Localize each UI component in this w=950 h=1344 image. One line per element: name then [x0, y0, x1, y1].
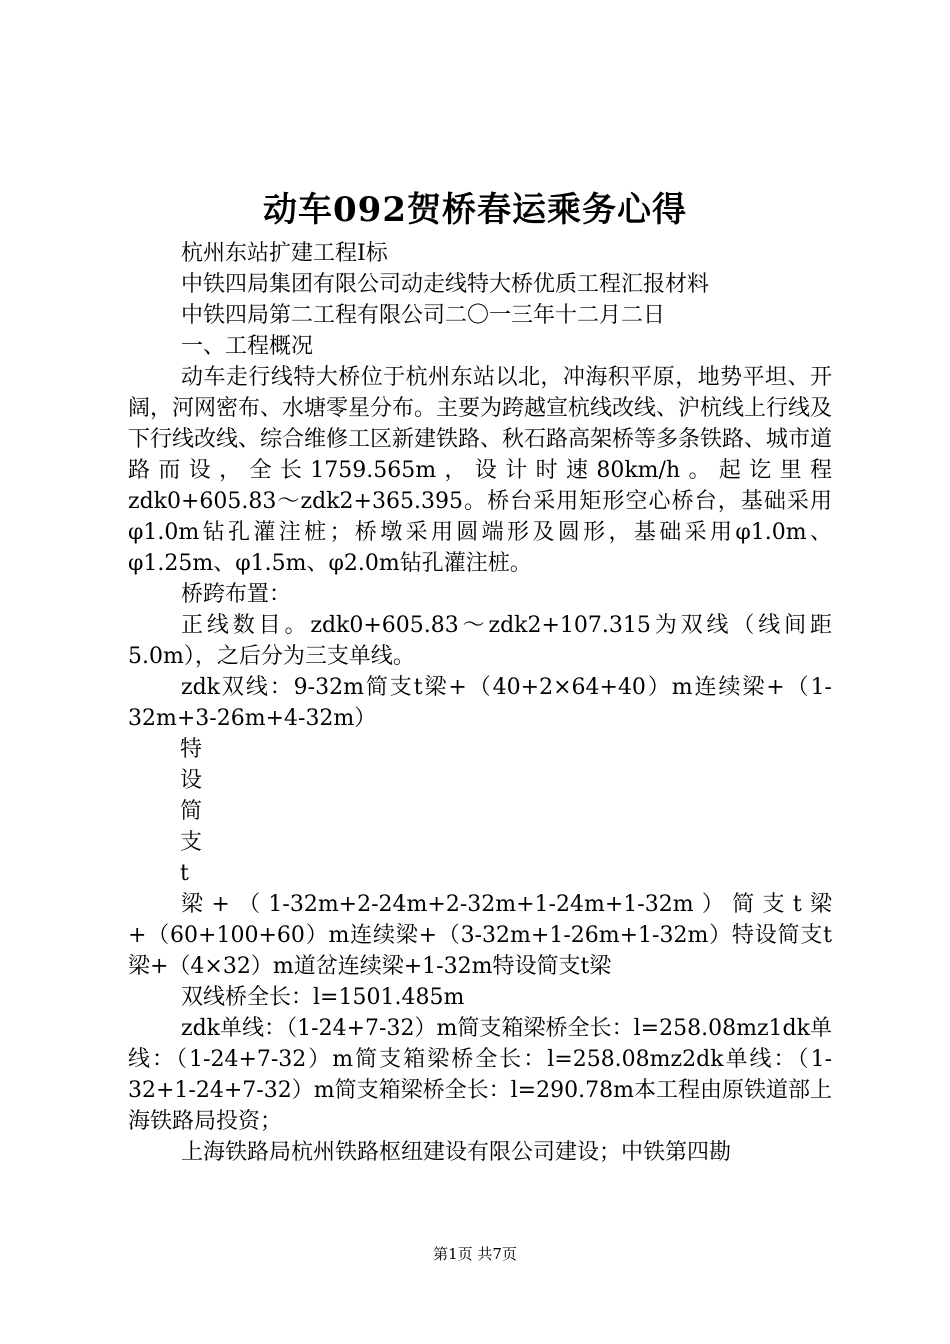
section-heading: 一、工程概况 [181, 334, 314, 359]
vertical-char: 特 [180, 737, 203, 762]
report-title-line: 中铁四局集团有限公司动走线特大桥优质工程汇报材料 [181, 272, 710, 297]
vertical-char: t [180, 861, 189, 886]
document-body [128, 238, 832, 1168]
vertical-char: 简 [180, 799, 203, 824]
construction-paragraph: 上海铁路局杭州铁路枢纽建设有限公司建设；中铁第四勘 [181, 1140, 732, 1165]
project-name-line: 杭州东站扩建工程Ⅰ标 [181, 241, 388, 266]
company-date-line: 中铁四局第二工程有限公司二〇一三年十二月二日 [181, 303, 666, 328]
vertical-char: 设 [180, 768, 203, 793]
span-layout-heading: 桥跨布置： [181, 582, 292, 607]
overview-paragraph: 动车走行线特大桥位于杭州东站以北，冲海积平原，地势平坦、开阔，河网密布、水塘零星分布。主要为跨越宣杭线改线、沪杭线上行线及下行线改线、综合维修工区新建铁路、秋石路高架桥等多条铁路、城市道路而设，全长1759.565m，设计时速80km/h。起讫里程zdk0+605.83～zdk2+365.395。桥台采用矩形空心桥台，基础采用φ1.0m钻孔灌注桩；桥墩采用圆端形及圆形，基础采用φ1.0m、φ1.25m、φ1.5m、φ2.0m钻孔灌注桩。 [128, 365, 833, 576]
beam-spec-paragraph: 梁+（1-32m+2-24m+2-32m+1-24m+1-32m）简支t梁+（60+100+60）m连续梁+（3-32m+1-26m+1-32m）特设简支t梁+（4×32）m道岔连续梁+1-32m特设简支t梁 [128, 892, 832, 979]
main-line-paragraph: 正线数目。zdk0+605.83～zdk2+107.315为双线（线间距5.0m），之后分为三支单线。 [128, 613, 832, 669]
vertical-char: 支 [180, 830, 203, 855]
double-line-paragraph: zdk双线：9-32m简支t梁+（40+2×64+40）m连续梁+（1-32m+3-26m+4-32m） [128, 675, 832, 731]
page-footer: 第1页 共7页 [433, 1245, 517, 1263]
document-title: 动车092贺桥春运乘务心得 [263, 190, 687, 230]
single-line-paragraph: zdk单线：（1-24+7-32）m简支箱梁桥全长：l=258.08mz1dk单线：（1-24+7-32）m简支箱梁桥全长：l=258.08mz2dk单线：（1-32+1-24+7-32）m简支箱梁桥全长：l=290.78m本工程由原铁道部上海铁路局投资； [128, 1016, 832, 1134]
double-line-length: 双线桥全长：l=1501.485m [181, 985, 465, 1010]
